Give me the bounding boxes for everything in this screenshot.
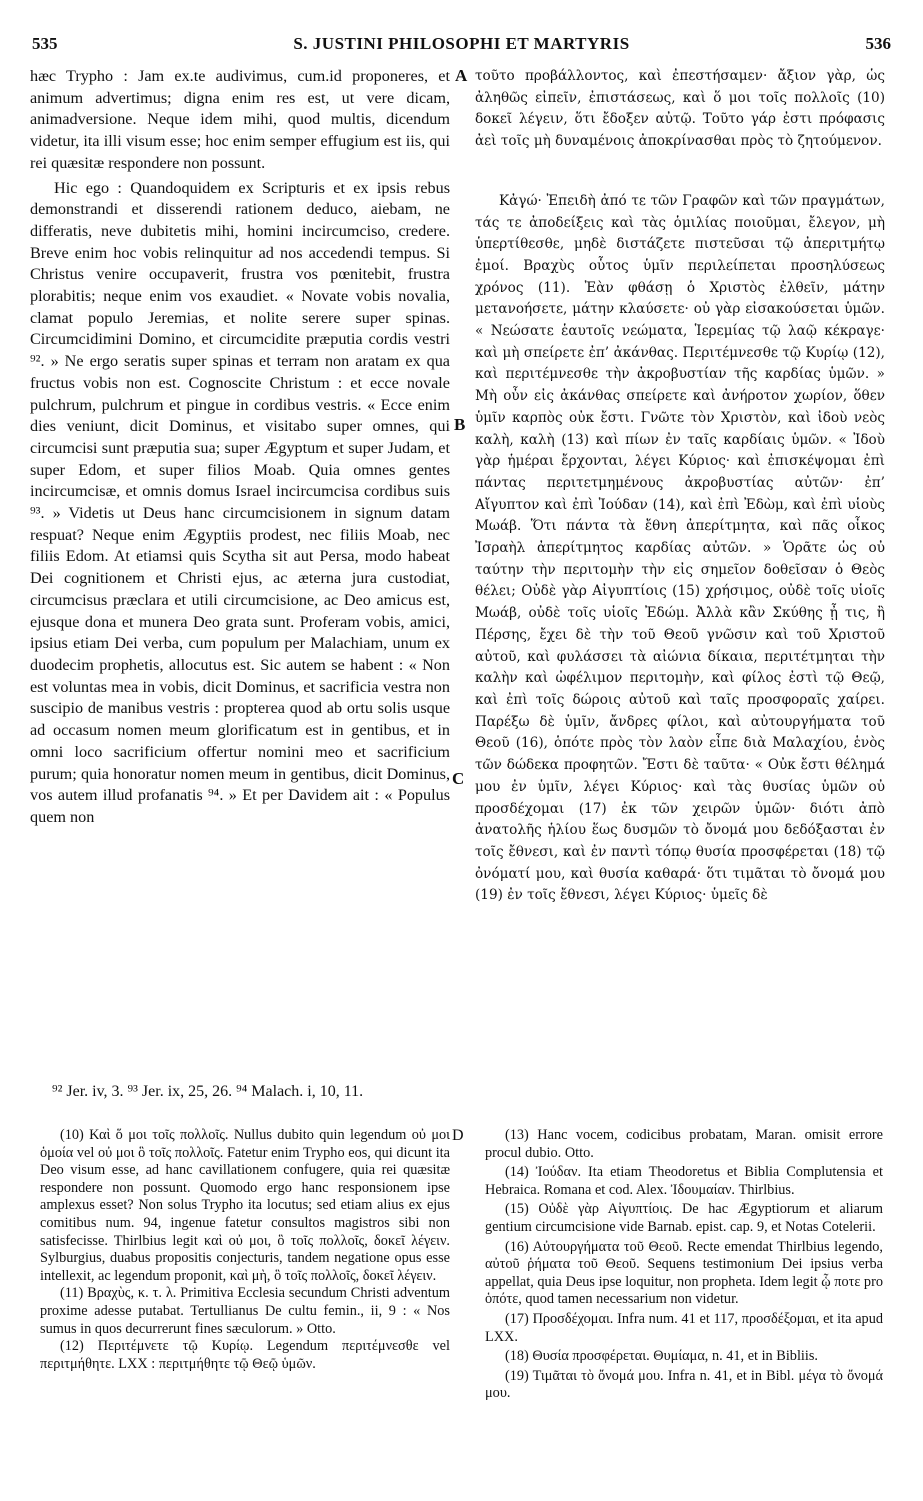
footnote: (19) Τιμᾶται τὸ ὄνομά μου. Infra n. 41, et in Bibl. μέγα τὸ ὄνομά μου. xyxy=(485,1367,883,1402)
greek-column xyxy=(475,66,885,907)
margin-marker-c: C xyxy=(452,769,465,788)
footnote: (13) Hanc vocem, codicibus probatam, Maran. omisit errore procul dubio. Otto. xyxy=(485,1127,883,1161)
greek-paragraph: Κἀγώ· Ἐπειδὴ ἀπό τε τῶν Γραφῶν καὶ τῶν πραγμάτων, τάς τε ἀποδείξεις καὶ τὰς ὁμιλίας ποιοῦμαι, ἔλεγον, μὴ ὑπερτίθεσθε, μηδὲ διστάζετε πιστεῦσαι τῷ ἀπεριτμήτῳ ἐμοί. Βραχὺς οὗτος ὑμῖν περιλείπεται προσηλύσεως χρόνος (11). Ἐὰν φθάσῃ ὁ Χριστὸς ἐλθεῖν, μάτην μετανοήσετε, μάτην κλαύσετε· οὐ γὰρ εἰσακούσεται ὑμῶν. « Νεώσατε ἑαυτοῖς νεώματα, Ἱερεμίας τῷ λαῷ κέκραγε· καὶ μὴ σπείρετε ἐπ’ ἀκάνθας. Περιτέμνεσθε τῷ Κυρίῳ (12), καὶ περιτέμνεσθε τὴν ἀκροβυστίαν τῆς καρδίας ὑμῶν. » Μὴ οὖν εἰς ἀκάνθας σπείρετε καὶ ἀνήροτον χωρίον, ὅθεν ὑμῖν καρπὸς οὐκ ἔστι. Γνῶτε τὸν Χριστὸν, καὶ ἰδοὺ νεὸς καλὴ, καλὴ (13) καὶ πίων ἐν ταῖς καρδίαις ὑμῶν. « Ἰδοὺ γὰρ ἡμέραι ἔρχονται, λέγει Κύριος· καὶ ἐπισκέψομαι ἐπὶ πάντας περιτετμημένους ἀκροβυστίας αὐτῶν· ἐπ’ Αἴγυπτον καὶ ἐπὶ Ἰούδαν (14), καὶ ἐπὶ Ἐδὼμ, καὶ ἐπὶ υἱοὺς Μωάβ. Ὅτι πάντα τὰ ἔθνη ἀπερίτμητα, καὶ πᾶς οἶκος Ἰσραὴλ ἀπερίτμητος καρδίας αὐτῶν. » Ὁρᾶτε ὡς οὐ ταύτην τὴν περιτομὴν τὴν εἰς σημεῖον δοθεῖσαν ὁ Θεὸς θέλει; Οὐδὲ γὰρ Αἰγυπτίοις (15) χρήσιμος, οὐδὲ τοῖς υἱοῖς Μωάβ, οὐδὲ τοῖς υἱοῖς Ἐδώμ. Ἀλλὰ κἂν Σκύθης ᾖ τις, ἢ Πέρσης, ἔχει δὲ τὴν τοῦ Θεοῦ γνῶσιν καὶ τοῦ Χριστοῦ αὐτοῦ, καὶ φυλάσσει τὰ αἰώνια δίκαια, περιτέτμηται τὴν καλὴν καὶ ὠφέλιμον περιτομὴν, καὶ φίλος ἐστὶ τῷ Θεῷ, καὶ ἐπὶ τοῖς δώροις αὐτοῦ καὶ ταῖς προσφοραῖς χαίρει. Παρέξω δὲ ὑμῖν, ἄνδρες φίλοι, καὶ αὐτουργήματα τοῦ Θεοῦ (16), ὁπότε πρὸς τὸν λαὸν εἶπε διὰ Μαλαχίου, ἑνὸς τῶν δώδεκα προφητῶν. Ἔστι δὲ ταῦτα· « Οὐκ ἔστι θέλημά μου ἐν ὑμῖν, λέγει Κύριος· καὶ τὰς θυσίας ὑμῶν οὐ προσδέχομαι (17) ἐκ τῶν χειρῶν ὑμῶν· διότι ἀπὸ ἀνατολῆς ἡλίου ἕως δυσμῶν τὸ ὄνομά μου δεδόξασται ἐν τοῖς ἔθνεσι, καὶ ἐν παντὶ τόπῳ θυσία προσφέρεται (18) τῷ ὀνόματί μου, καὶ θυσία καθαρά· ὅτι τιμᾶται τὸ ὄνομά μου (19) ἐν τοῖς ἔθνεσι, λέγει Κύριος· ὑμεῖς δὲ xyxy=(475,192,885,904)
footnote: (15) Οὐδὲ γὰρ Αἰγυπτίοις. De hac Ægyptiorum et aliarum gentium circumcisione vide Barnab. epist. cap. 9, et Notas Cotelerii. xyxy=(485,1201,883,1235)
footnotes-left xyxy=(40,1127,450,1373)
page-number-left: 535 xyxy=(32,34,58,53)
margin-marker-b: B xyxy=(454,415,466,434)
page-number-right: 536 xyxy=(865,34,891,53)
margin-marker-a: A xyxy=(455,66,468,85)
footnote: (14) Ἰούδαν. Ita etiam Theodoretus et Biblia Complutensia et Hebraica. Romana et cod. Alex. Ἰδουμαίαν. Thirlbius. xyxy=(485,1164,883,1198)
footnote: (16) Αὐτουργήματα τοῦ Θεοῦ. Recte emendat Thirlbius legendo, αὐτοῦ ῥήματα τοῦ Θεοῦ. Sequens testimonium Dei ipsius verba appellat, quia Deus ipse loquitur, non propheta. Idem legit ᾧ ποτε pro ὁπότε, quod tamen necessarium non videtur. xyxy=(485,1238,883,1308)
footnote: (17) Προσδέχομαι. Infra num. 41 et 117, προσδέξομαι, et ita apud LXX. xyxy=(485,1310,883,1345)
latin-column xyxy=(30,66,450,829)
footnote: (18) Θυσία προσφέρεται. Θυμίαμα, n. 41, et in Bibliis. xyxy=(505,1348,818,1365)
margin-marker-d: D xyxy=(452,1127,464,1144)
page-header xyxy=(32,34,891,60)
latin-paragraph: hæc Trypho : Jam ex.te audivimus, cum.id proponeres, et animum advertimus; digna enim res est, ut vere dicam, animadversione. Neque idem mihi, quod multis, dicendum videtur, ita illi visum esse; hoc enim semper effugium est iis, qui rei quæsitæ respondere non possunt. xyxy=(30,67,450,172)
footnote: (10) Καὶ ὅ μοι τοῖς πολλοῖς. Nullus dubito quin legendum οὐ μοι ὁμοία vel οὐ μοι ὃ τοῖς πολλοῖς. Fatetur enim Trypho eos, qui dicunt ita Deo visum esse, ad hanc cavillationem confugere, quia rei quæsitæ respondere non possunt. Quomodo ergo hanc responsionem ipse amplexus esset? Non solus Trypho ita locutus; sed etiam alius ex ejus comitibus num. 94, ingenue fatetur consultos magistros sibi non satisfecisse. Thirlbius legit καὶ οὐ μοι, ὃ τοῖς πολλοῖς, δοκεῖ λέγειν. Sylburgius, duabus propositis conjecturis, tandem negatione opus esse intellexit, ac legendum proponit, καὶ μὴ, ὃ τοῖς πολλοῖς, δοκεῖ λέγειν. xyxy=(40,1127,450,1284)
footnote: (12) Περιτέμνετε τῷ Κυρίῳ. Legendum περιτέμνεσθε vel περιτμήθητε. LXX : περιτμήθητε τῷ Θεῷ ὑμῶν. xyxy=(40,1338,450,1372)
footnote: (11) Βραχὺς, κ. τ. λ. Primitiva Ecclesia secundum Christi adventum proxime adesse putabat. Tertullianus De cultu femin., ii, 9 : « Nos sumus in quos decurrerunt fines sæculorum. » Otto. xyxy=(40,1285,450,1337)
latin-paragraph: Hic ego : Quandoquidem ex Scripturis et ex ipsis rebus demonstrandi et disserendi rationem deduco, aiebam, ne differatis, neve dubitetis mihi, homini incircumciso, credere. Breve enim hoc vobis relinquitur ad nos accedendi tempus. Si Christus venire occupaverit, frustra vos pœnitebit, frustra plorabitis; neque enim vos exaudiet. « Novate vobis novalia, clamat populo Jeremias, et nolite serere super spinas. Circumcidimini Domino, et circumcidite præputia cordis vestri ⁹². » Ne ergo seratis super spinas et terram non aratam ex qua fructus vobis non est. Cognoscite Christum : et ecce novale pulchrum, pulchrum et pingue in cordibus vestris. « Ecce enim dies veniunt, dicit Dominus, et visitabo super omnes, qui circumcisi sunt præputia sua; super Ægyptum et super Judam, et super Edom, et super filios Moab. Quia omnes gentes incircumcisæ, et omnis domus Israel incircumcisa cordibus suis ⁹³. » Videtis ut Deus hanc circumcisionem in signum datam respuat? Neque enim Ægyptiis prodest, nec filiis Moab, nec filiis Edom. At etiamsi quis Scytha sit aut Persa, modo habeat Dei cognitionem et Christi ejus, ac æterna jura custodiat, circumcisus præclara et utili circumcisione, ac Deo amicus est, ejusque dona et munera Deo grata sunt. Proferam vobis, amici, ipsius etiam Dei verba, cum populum per Malachiam, unum ex duodecim prophetis, allocutus est. Sic autem se habent : « Non est voluntas mea in vobis, dicit Dominus, et sacrificia vestra non suscipio de manibus vestris : propterea quod ab ortu solis usque ad occasum nomen meum glorificatum est in gentibus, et in omni loco sacrificium offertur nomini meo et sacrificium purum; quia honoratur nomen meum in gentibus, dicit Dominus, vos autem illud profanatis ⁹⁴. » Et per Davidem ait : « Populus quem non xyxy=(30,178,450,826)
scripture-references: ⁹² Jer. iv, 3. ⁹³ Jer. ix, 25, 26. ⁹⁴ Malach. i, 10, 11. xyxy=(52,1083,364,1100)
running-title: S. JUSTINI PHILOSOPHI ET MARTYRIS xyxy=(293,34,630,53)
footnotes-right xyxy=(485,1127,883,1405)
greek-paragraph: τοῦτο προβάλλοντος, καὶ ἐπεστήσαμεν· ἄξιον γὰρ, ὡς ἀληθῶς εἰπεῖν, ἐπιστάσεως, καὶ ὅ μοι τοῖς πολλοῖς (10) δοκεῖ λέγειν, ὅτι ἔδοξεν αὐτῷ. Τοῦτο γάρ ἐστι πρόφασις ἀεὶ τοῖς μὴ δυναμένοις ἀποκρίνασθαι πρὸς τὸ ζητούμενον. xyxy=(475,68,885,150)
